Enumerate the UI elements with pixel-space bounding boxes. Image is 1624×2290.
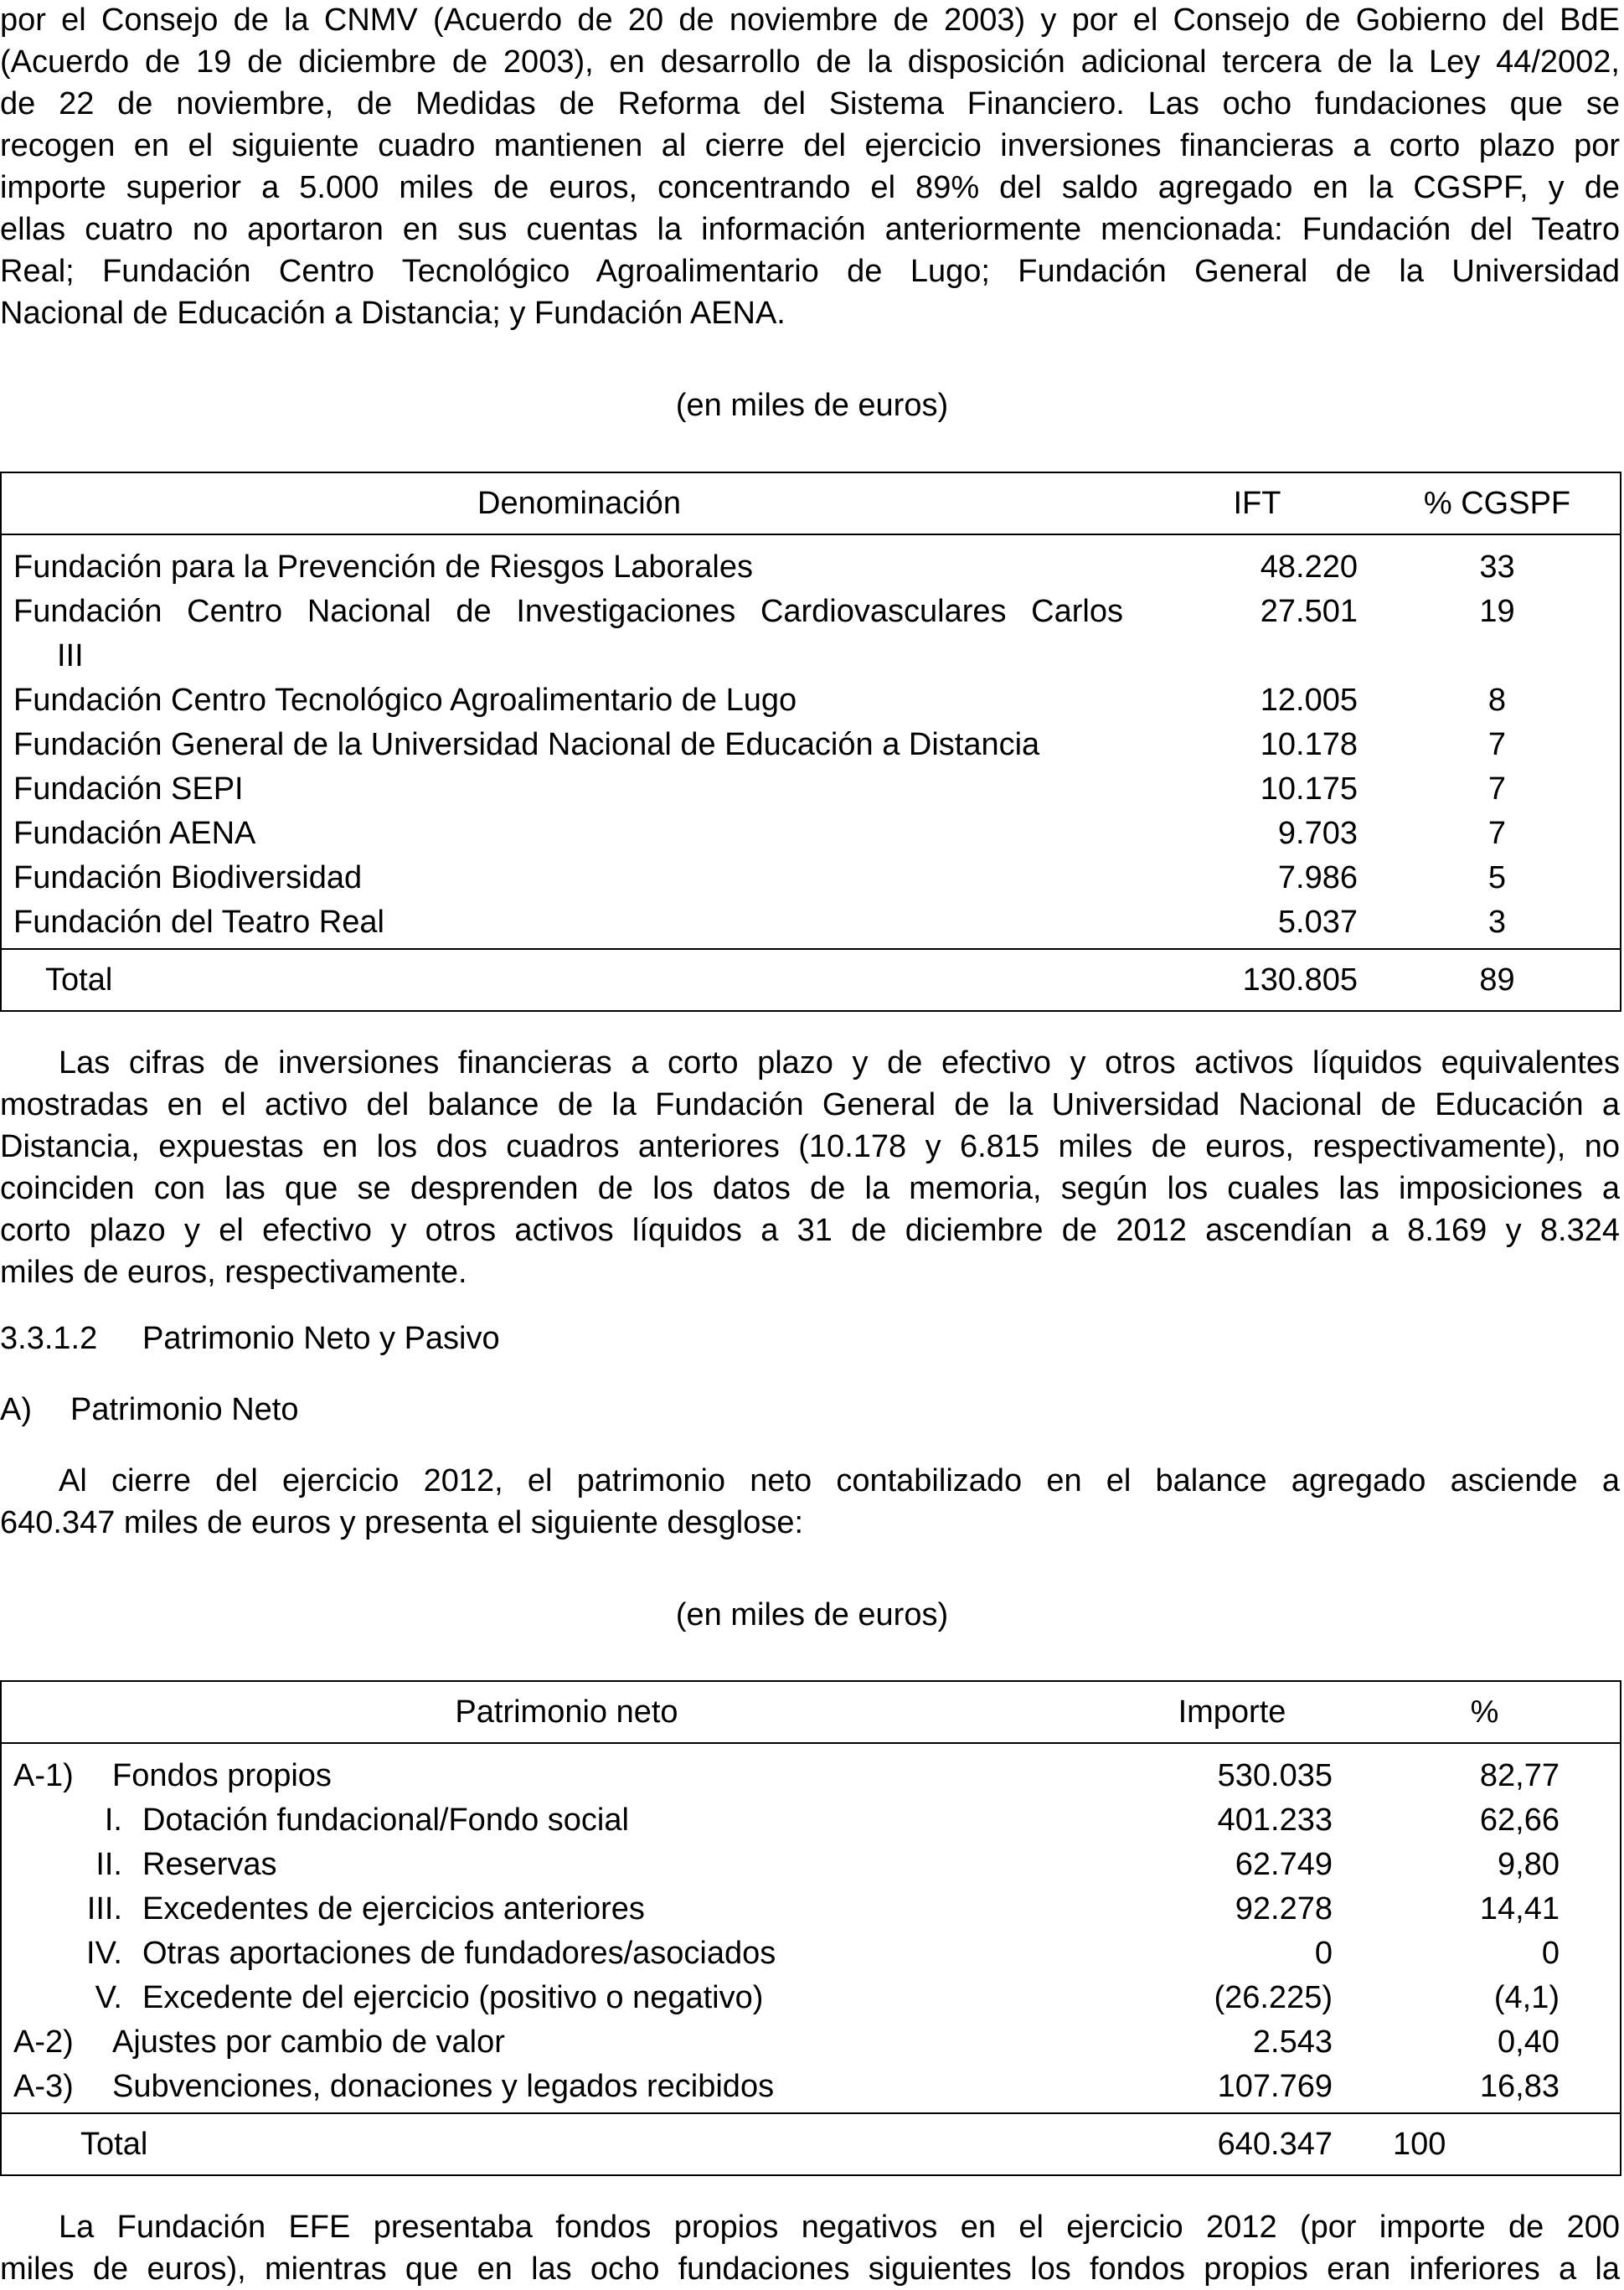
column-header-patrimonio-neto: Patrimonio neto [1, 1681, 1132, 1743]
text-line: Al cierre del ejercicio 2012, el patrimonio neto contabilizado en el balance agregado asciende a [59, 1463, 1620, 1498]
row-importe: 530.035 [1217, 1758, 1333, 1793]
patrimonio-table [0, 1680, 1621, 2176]
row-label [1, 1887, 1132, 1932]
row-name: Fundación Centro Tecnológico Agroalimentario de Lugo [13, 683, 797, 718]
middle-paragraph [0, 1042, 1620, 1293]
text-line: importe superior a 5.000 miles de euros, concentrando el 89% del saldo agregado en la CGSPF, y de [0, 170, 1620, 205]
text-line: Las cifras de inversiones financieras a corto plazo y de efectivo y otros activos líquidos equivalentes [59, 1045, 1620, 1081]
column-header-pct: % [1333, 1681, 1621, 1743]
row-importe: 92.278 [1235, 1891, 1333, 1926]
table-header-row [1, 1681, 1621, 1743]
text-line: miles de euros, respectivamente. [0, 1255, 467, 1290]
text-line: Distancia, expuestas en los dos cuadros anteriores (10.178 y 6.815 miles de euros, respectivamente), no [0, 1129, 1620, 1164]
row-name: Fundación AENA [13, 816, 256, 851]
row-prefix: II. [95, 1847, 122, 1882]
row-importe: 2.543 [1252, 2024, 1333, 2060]
table-row [1, 678, 1621, 723]
total-pct: 89 [1358, 949, 1621, 1011]
text-line: 640.347 miles de euros y presenta el siguiente desglose: [0, 1505, 804, 1540]
row-label [1, 2020, 1132, 2065]
table-row [1, 1976, 1621, 2020]
column-header-denominacion: Denominación [1, 472, 1157, 534]
table-row [1, 1798, 1621, 1843]
text-line: miles de euros), mientras que en las ocho fundaciones siguientes los fondos propios eran inferiores a la [0, 2251, 1620, 2287]
text-line: coinciden con las que se desprenden de los datos de la memoria, según los cuales las imposiciones a [0, 1171, 1620, 1206]
text-line: Real; Fundación Centro Tecnológico Agroalimentario de Lugo; Fundación General de la Universidad [0, 254, 1620, 289]
table-row [1, 2020, 1621, 2065]
row-name: Fundación SEPI [13, 771, 244, 807]
row-prefix: V. [95, 1980, 122, 2015]
table-row [1, 1843, 1621, 1887]
row-pct: 33 [1479, 549, 1515, 585]
row-text: Dotación fundacional/Fondo social [142, 1803, 629, 1838]
row-label [1, 1976, 1132, 2020]
row-pct: 0,40 [1498, 2024, 1560, 2060]
row-importe: 62.749 [1235, 1847, 1333, 1882]
text-line: de 22 de noviembre, de Medidas de Reforma del Sistema Financiero. Las ocho fundaciones que se [0, 86, 1620, 121]
table1-caption: (en miles de euros) [675, 388, 949, 423]
row-pct: 62,66 [1479, 1803, 1560, 1838]
text-line: mostradas en el activo del balance de la Fundación General de la Universidad Nacional de Educación a [0, 1087, 1620, 1122]
section-number: 3.3.1.2 [0, 1321, 98, 1356]
section-title: Patrimonio Neto y Pasivo [142, 1321, 500, 1356]
row-ift: 10.178 [1260, 727, 1358, 762]
row-name: Fundación Biodiversidad [13, 860, 363, 895]
row-pct: 3 [1487, 905, 1507, 940]
section-heading [0, 1318, 500, 1359]
row-ift: 9.703 [1277, 816, 1358, 851]
row-text: Fondos propios [112, 1758, 332, 1793]
intro-paragraph [0, 0, 1620, 334]
table-row [1, 856, 1621, 900]
row-pct: 8 [1487, 683, 1507, 718]
row-ift: 12.005 [1260, 683, 1358, 718]
sub-heading [0, 1389, 298, 1431]
column-header-ift: IFT [1157, 472, 1358, 534]
table-row [1, 1743, 1621, 1798]
row-label [1, 1743, 1132, 1798]
row-pct: 0 [1541, 1936, 1560, 1971]
row-importe: (26.225) [1214, 1980, 1333, 2015]
text-line: recogen en el siguiente cuadro mantienen al cierre del ejercicio inversiones financieras a corto plazo por [0, 128, 1620, 163]
table-total-row [1, 949, 1621, 1011]
row-pct: 19 [1479, 594, 1515, 629]
row-pct: 9,80 [1498, 1847, 1560, 1882]
row-pct: 16,83 [1479, 2069, 1560, 2104]
row-ift: 48.220 [1260, 549, 1358, 585]
table-row [1, 534, 1621, 590]
table-row [1, 1887, 1621, 1932]
sub-heading-letter: A) [0, 1392, 32, 1427]
row-prefix: IV. [86, 1936, 122, 1971]
bottom-paragraph [0, 2206, 1620, 2290]
row-pct: 7 [1487, 727, 1507, 762]
row-ift: 5.037 [1277, 905, 1358, 940]
table-row [1, 723, 1621, 767]
table-row [1, 2065, 1621, 2113]
row-name: Fundación General de la Universidad Nacional de Educación a Distancia [13, 727, 1040, 762]
row-text: Excedente del ejercicio (positivo o negativo) [142, 1980, 764, 2015]
row-label [1, 1932, 1132, 1976]
total-importe: 640.347 [1132, 2113, 1333, 2175]
row-text: Subvenciones, donaciones y legados recibidos [112, 2069, 775, 2104]
text-line: Nacional de Educación a Distancia; y Fundación AENA. [0, 296, 786, 331]
row-pct: 14,41 [1479, 1891, 1560, 1926]
row-name-line2: III [57, 638, 84, 673]
table-total-row [1, 2113, 1621, 2175]
text-line: por el Consejo de la CNMV (Acuerdo de 20 de noviembre de 2003) y por el Consejo de Gobierno del BdE [0, 3, 1620, 38]
row-prefix: A-1) [13, 1758, 74, 1793]
row-ift: 7.986 [1277, 860, 1358, 895]
row-pct: (4,1) [1493, 1980, 1560, 2015]
table-row [1, 812, 1621, 856]
sub-heading-title: Patrimonio Neto [70, 1392, 299, 1427]
table2-caption: (en miles de euros) [675, 1597, 949, 1632]
row-text: Excedentes de ejercicios anteriores [142, 1891, 645, 1926]
column-header-pct-cgspf: % CGSPF [1358, 472, 1621, 534]
row-text: Reservas [142, 1847, 277, 1882]
row-prefix: A-3) [13, 2069, 74, 2104]
row-name-line1: Fundación Centro Nacional de Investigaciones Cardiovasculares Carlos [13, 594, 1123, 629]
table-row [1, 1932, 1621, 1976]
row-prefix: I. [104, 1803, 122, 1838]
row-label [1, 2065, 1132, 2113]
total-ift: 130.805 [1157, 949, 1358, 1011]
total-label: Total [1, 2113, 1132, 2175]
row-ift: 10.175 [1260, 771, 1358, 807]
row-text: Ajustes por cambio de valor [112, 2024, 505, 2060]
column-header-importe: Importe [1132, 1681, 1333, 1743]
text-line: corto plazo y el efectivo y otros activos líquidos a 31 de diciembre de 2012 ascendían a 8.169 y 8.324 [0, 1213, 1620, 1248]
text-line: ellas cuatro no aportaron en sus cuentas la información anteriormente mencionada: Fundación del Teatro [0, 212, 1620, 247]
text-line: (Acuerdo de 19 de diciembre de 2003), en desarrollo de la disposición adicional tercera de la Ley 44/2002, [0, 44, 1620, 80]
row-label [1, 1843, 1132, 1887]
total-label: Total [1, 949, 1157, 1011]
ift-table [0, 472, 1621, 1012]
row-importe: 401.233 [1217, 1803, 1333, 1838]
table-row [1, 590, 1621, 678]
row-pct: 5 [1487, 860, 1507, 895]
row-text: Otras aportaciones de fundadores/asociados [142, 1936, 776, 1971]
table-row [1, 767, 1621, 812]
row-name: Fundación del Teatro Real [13, 905, 384, 940]
row-importe: 0 [1314, 1936, 1333, 1971]
row-label [1, 1798, 1132, 1843]
row-prefix: A-2) [13, 2024, 74, 2060]
row-importe: 107.769 [1217, 2069, 1333, 2104]
row-name: Fundación para la Prevención de Riesgos Laborales [13, 549, 753, 585]
patrimonio-paragraph [0, 1460, 1620, 1544]
row-pct: 82,77 [1479, 1758, 1560, 1793]
row-pct: 7 [1487, 771, 1507, 807]
table-header-row [1, 472, 1621, 534]
row-name [1, 590, 1157, 678]
table-row [1, 900, 1621, 949]
row-ift: 27.501 [1260, 594, 1358, 629]
total-pct: 100 [1333, 2113, 1621, 2175]
row-prefix: III. [86, 1891, 122, 1926]
row-pct: 7 [1487, 816, 1507, 851]
text-line: La Fundación EFE presentaba fondos propios negativos en el ejercicio 2012 (por importe de 200 [59, 2210, 1620, 2245]
